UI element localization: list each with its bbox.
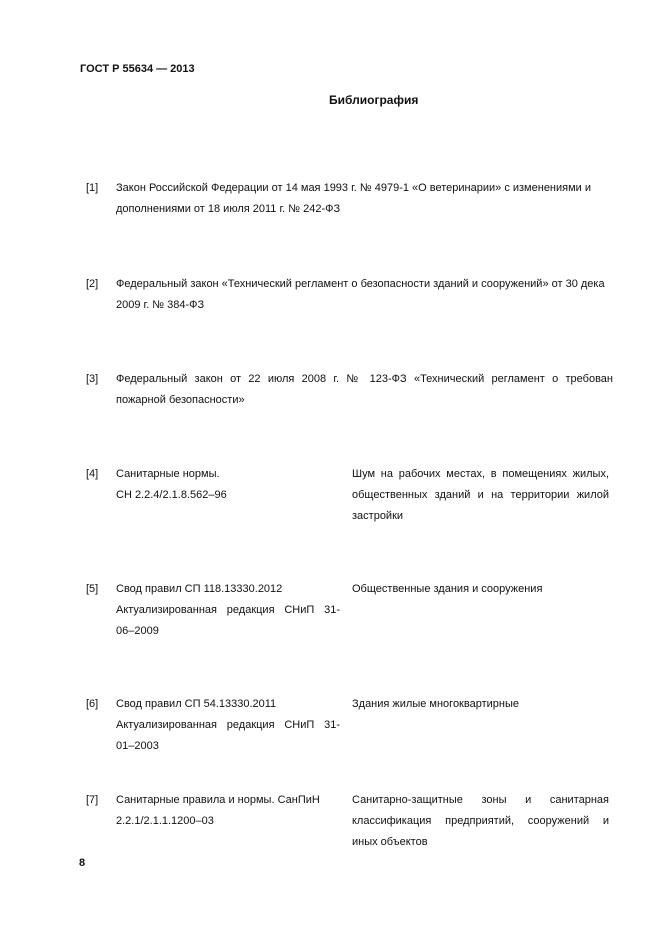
entry-number: [4] (86, 468, 99, 480)
entry-description (352, 694, 609, 715)
entry-number: [1] (86, 182, 99, 194)
entry-description (352, 464, 609, 527)
designation-line: Актуализированная редакция СНиП 31- (116, 719, 340, 731)
entry-number: [5] (86, 583, 99, 595)
description-line: Шум на рабочих местах, в помещениях жилых, (352, 468, 609, 480)
designation-line: Свод правил СП 54.13330.2011 (116, 698, 277, 710)
entry-text-line: пожарной безопасности» (116, 394, 245, 406)
entry-designation (116, 694, 340, 757)
description-line: Здания жилые многоквартирные (352, 698, 519, 710)
designation-line: 2.2.1/2.1.1.1200–03 (116, 815, 214, 827)
entry-text-line: 2009 г. № 384-ФЗ (116, 299, 205, 311)
entry-description (352, 790, 609, 853)
entry-text (116, 178, 613, 220)
entry-text-line: Закон Российской Федерации от 14 мая 1993 г. № 4979-1 «О ветеринарии» с изменениями и (116, 182, 592, 194)
description-line: Общественные здания и сооружения (352, 583, 543, 595)
entry-number: [7] (86, 794, 99, 806)
entry-text-line: дополнениями от 18 июля 2011 г. № 242-ФЗ (116, 203, 341, 215)
description-line: иных объектов (352, 836, 428, 848)
designation-line: Санитарные нормы. (116, 468, 220, 480)
entry-text-line: Федеральный закон «Технический регламент о безопасности зданий и сооружений» от 30 дека (116, 278, 605, 290)
entry-text (116, 274, 613, 316)
entry-number: [3] (86, 373, 99, 385)
designation-line: СН 2.2.4/2.1.8.562–96 (116, 489, 227, 501)
designation-line: Актуализированная редакция СНиП 31- (116, 604, 340, 616)
entry-text (116, 369, 613, 411)
entry-designation (116, 790, 340, 832)
description-line: застройки (352, 510, 404, 522)
description-line: общественных зданий и на территории жилой (352, 489, 609, 501)
description-line: Санитарно-защитные зоны и санитарная (352, 794, 609, 806)
entry-description (352, 579, 609, 600)
document-code: ГОСТ Р 55634 — 2013 (80, 63, 195, 75)
page-number: 8 (79, 857, 86, 869)
entry-text-line: Федеральный закон от 22 июля 2008 г. № 123-ФЗ «Технический регламент о требован (116, 373, 613, 385)
designation-line: 06–2009 (116, 625, 159, 637)
designation-line: Свод правил СП 118.13330.2012 (116, 583, 283, 595)
entry-number: [6] (86, 698, 99, 710)
designation-line: Санитарные правила и нормы. СанПиН (116, 794, 320, 806)
entry-designation (116, 464, 340, 506)
entry-number: [2] (86, 278, 99, 290)
entry-designation (116, 579, 340, 642)
description-line: классификация предприятий, сооружений и (352, 815, 609, 827)
page-title: Библиография (329, 93, 419, 107)
designation-line: 01–2003 (116, 740, 159, 752)
